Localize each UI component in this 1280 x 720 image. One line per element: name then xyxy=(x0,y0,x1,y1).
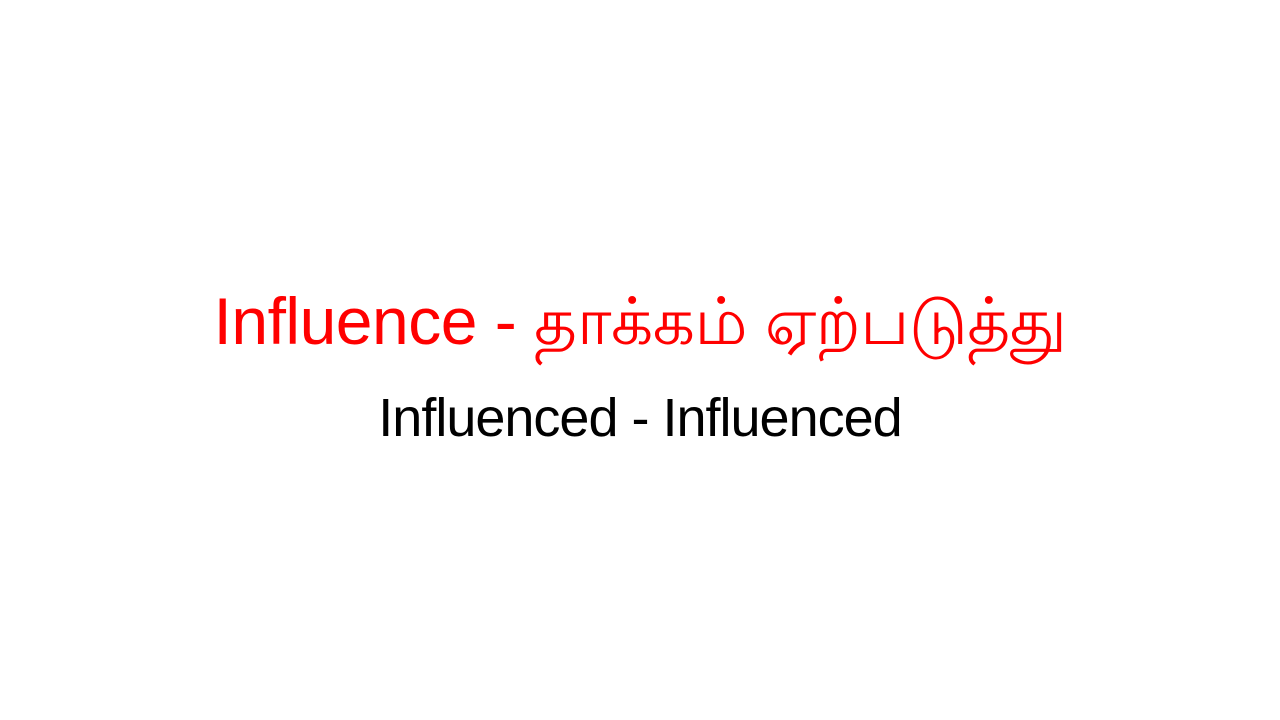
word-translation-heading: Influence - தாக்கம் ஏற்படுத்து xyxy=(213,284,1067,358)
word-forms-line: Influenced - Influenced xyxy=(378,388,902,448)
